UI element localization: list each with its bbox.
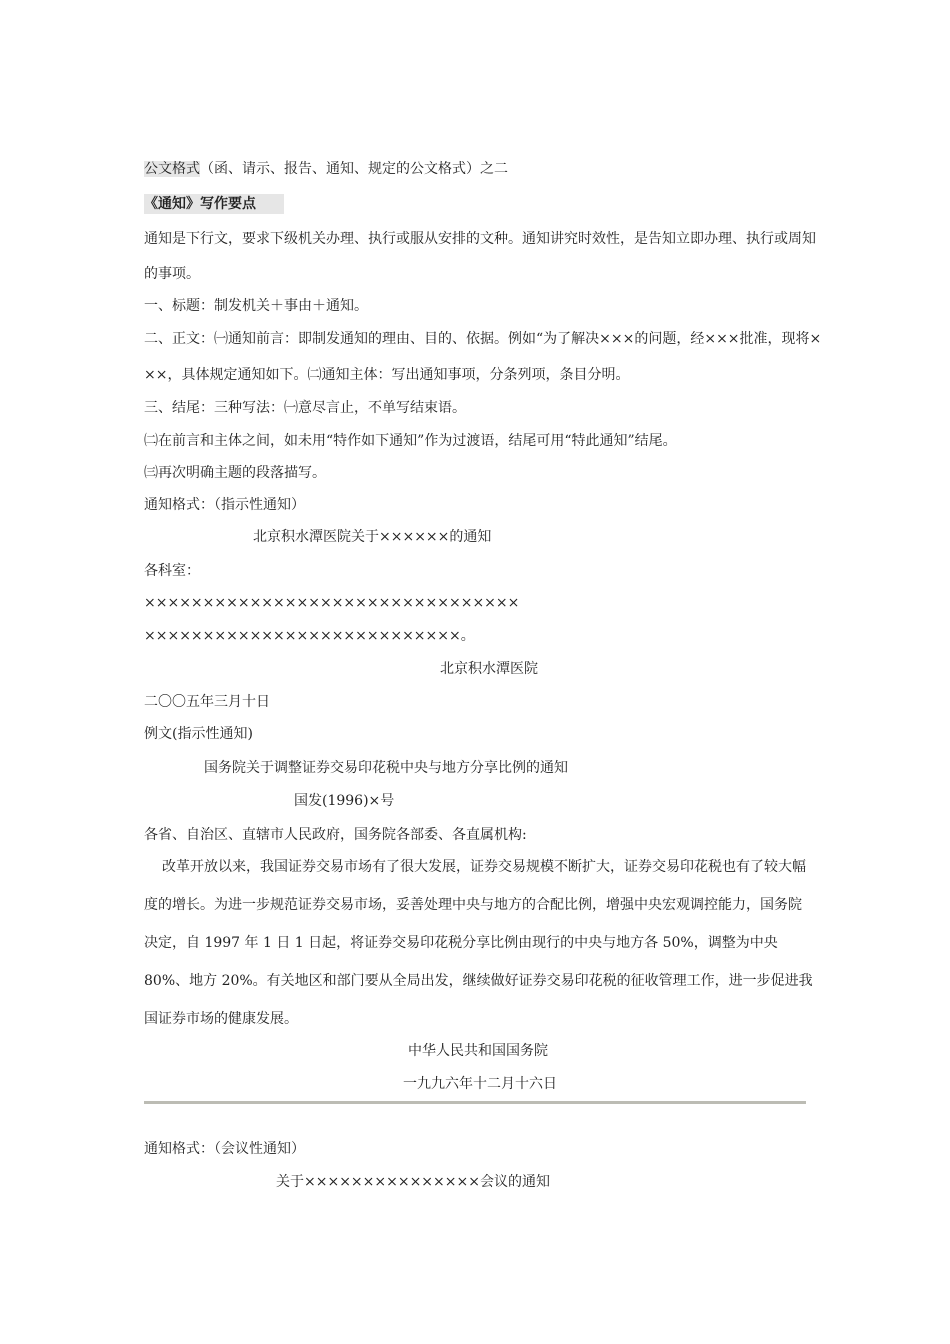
example-paragraph-5: 国证券市场的健康发展。 bbox=[144, 1011, 298, 1027]
example-addressee: 各省、自治区、直辖市人民政府，国务院各部委、各直属机构: bbox=[144, 827, 527, 843]
template2-title: 关于×××××××××××××××会议的通知 bbox=[276, 1174, 550, 1190]
example-paragraph-4: 80%、地方 20%。有关地区和部门要从全局出发，继续做好证券交易印花税的征收管理工作，进一步促进我 bbox=[144, 973, 813, 989]
example-date: 一九九六年十二月十六日 bbox=[403, 1076, 557, 1092]
document-title bbox=[144, 159, 508, 179]
template1-label: 通知格式：（指示性通知） bbox=[144, 497, 305, 513]
example-label: 例文(指示性通知) bbox=[144, 726, 253, 742]
horizontal-divider bbox=[144, 1101, 806, 1104]
template1-addressee: 各科室： bbox=[144, 563, 200, 579]
template1-body-2: ×××××××××××××××××××××××××××。 bbox=[144, 628, 475, 644]
rule-ending-3: ㈢再次明确主题的段落描写。 bbox=[144, 465, 326, 481]
rule-body-1: 二、正文：㈠通知前言：即制发通知的理由、目的、依据。例如“为了解决×××的问题，经×××批准，现将× bbox=[144, 331, 822, 347]
rule-body-2: ××，具体规定通知如下。㈡通知主体：写出通知事项，分条列项，条目分明。 bbox=[144, 367, 630, 383]
intro-line-2: 的事项。 bbox=[144, 266, 200, 282]
template1-title: 北京积水潭医院关于××××××的通知 bbox=[253, 529, 492, 545]
example-title: 国务院关于调整证券交易印花税中央与地方分享比例的通知 bbox=[204, 760, 568, 776]
example-paragraph-3: 决定，自 1997 年 1 日 1 日起，将证券交易印花税分享比例由现行的中央与地方各 50%，调整为中央 bbox=[144, 935, 778, 951]
example-paragraph-1: 改革开放以来，我国证券交易市场有了很大发展，证券交易规模不断扩大，证券交易印花税也有了较大幅 bbox=[162, 859, 806, 875]
template1-body-1: ×××××××××××××××××××××××××××××××× bbox=[144, 595, 520, 611]
example-signer: 中华人民共和国国务院 bbox=[408, 1043, 548, 1059]
rule-title: 一、标题：制发机关＋事由＋通知。 bbox=[144, 298, 368, 314]
template1-signer: 北京积水潭医院 bbox=[440, 661, 538, 677]
example-doc-number: 国发(1996)×号 bbox=[294, 793, 395, 809]
template1-date: 二〇〇五年三月十日 bbox=[144, 694, 270, 710]
section-heading: 《通知》写作要点 bbox=[144, 194, 284, 214]
example-paragraph-2: 度的增长。为进一步规范证券交易市场，妥善处理中央与地方的合配比例，增强中央宏观调控能力，国务院 bbox=[144, 897, 802, 913]
title-rest: （函、请示、报告、通知、规定的公文格式）之二 bbox=[200, 161, 508, 177]
intro-line-1: 通知是下行文，要求下级机关办理、执行或服从安排的文种。通知讲究时效性，是告知立即办理、执行或周知 bbox=[144, 231, 816, 247]
template2-label: 通知格式：（会议性通知） bbox=[144, 1141, 305, 1157]
rule-ending-1: 三、结尾：三种写法：㈠意尽言止，不单写结束语。 bbox=[144, 400, 466, 416]
title-prefix: 公文格式 bbox=[144, 161, 200, 177]
rule-ending-2: ㈡在前言和主体之间，如未用“特作如下通知”作为过渡语，结尾可用“特此通知”结尾。 bbox=[144, 433, 677, 449]
